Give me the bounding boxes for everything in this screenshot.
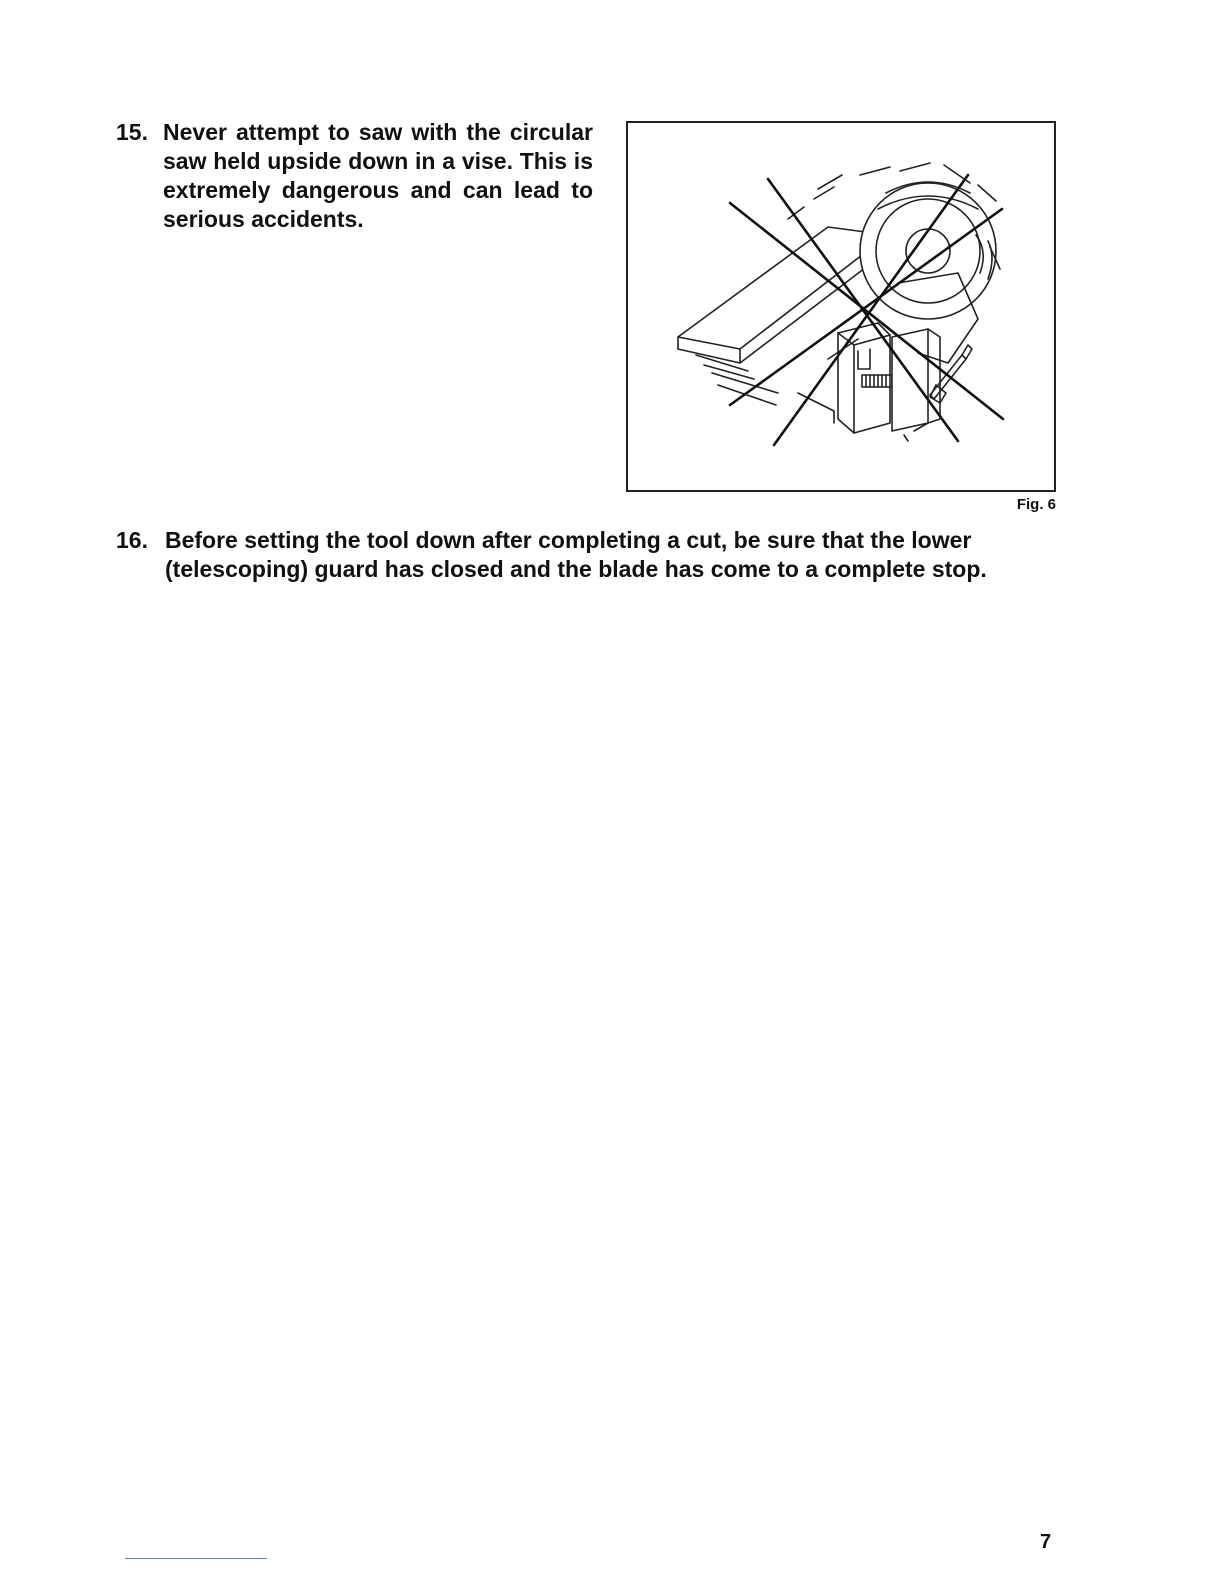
instruction-item-16 <box>116 526 1061 596</box>
footer-divider <box>125 1558 267 1559</box>
item-text: Never attempt to saw with the circular saw held upside down in a vise. This is extremely dangerous and can lead to serious accidents. <box>163 119 593 232</box>
figure-6 <box>626 121 1056 492</box>
item-number: 15. <box>116 119 148 145</box>
instruction-item-15 <box>116 118 596 248</box>
figure-caption: Fig. 6 <box>1016 496 1056 513</box>
page-number: 7 <box>1040 1531 1052 1553</box>
saw-in-vise-prohibited-icon <box>628 123 1054 490</box>
item-number: 16. <box>116 527 148 553</box>
item-text: Before setting the tool down after completing a cut, be sure that the lower (telescoping) guard has closed and the blade has come to a complete stop. <box>165 527 987 582</box>
